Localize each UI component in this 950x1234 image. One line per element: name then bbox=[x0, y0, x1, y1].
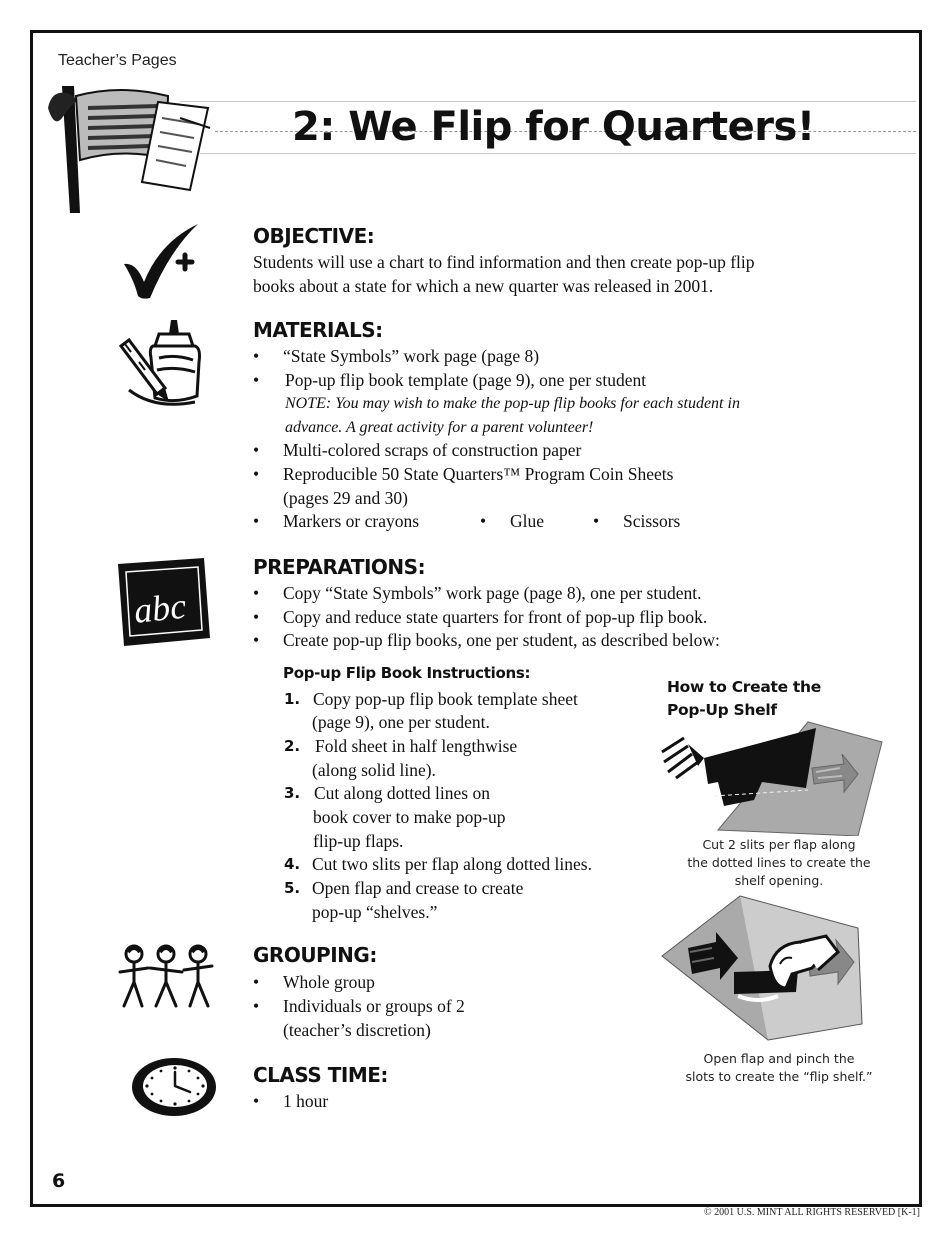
bullet: • bbox=[253, 440, 260, 460]
bullet: • bbox=[253, 630, 260, 650]
materials-note-line-1: NOTE: You may wish to make the pop-up flip books for each student in bbox=[285, 395, 740, 412]
instruction-step-1-line-2: (page 9), one per student. bbox=[312, 712, 490, 732]
bullet: • bbox=[480, 511, 487, 531]
clock-icon bbox=[128, 1054, 220, 1120]
bullet: • bbox=[253, 464, 260, 484]
bullet: • bbox=[593, 511, 600, 531]
bullet: • bbox=[253, 370, 260, 390]
sidebar-caption-1: Cut 2 slits per flap along the dotted lines to create the shelf opening. bbox=[687, 837, 871, 888]
grouping-item-2-continued: (teacher’s discretion) bbox=[283, 1020, 431, 1040]
objective-line-2: books about a state for which a new quarter was released in 2001. bbox=[253, 276, 714, 296]
checkmark-plus-icon bbox=[120, 222, 205, 302]
instruction-step-2-line-2: (along solid line). bbox=[312, 760, 436, 780]
preparations-heading: PREPARATIONS: bbox=[253, 555, 426, 579]
glue-crayon-icon bbox=[115, 318, 205, 408]
bullet: • bbox=[253, 583, 260, 603]
objective-line-1: Students will use a chart to find information and then create pop-up flip bbox=[253, 252, 755, 272]
objective-heading: OBJECTIVE: bbox=[253, 224, 375, 248]
sidebar-heading: How to Create the Pop-Up Shelf bbox=[667, 678, 821, 719]
popup-shelf-cut-illustration bbox=[658, 718, 888, 836]
page-number: 6 bbox=[52, 1170, 66, 1192]
class-time-heading: CLASS TIME: bbox=[253, 1063, 388, 1087]
grouping-heading: GROUPING: bbox=[253, 943, 377, 967]
bullet: • bbox=[253, 511, 260, 531]
flag-document-icon bbox=[40, 78, 220, 218]
bullet: • bbox=[253, 607, 260, 627]
instruction-step-3-line-3: flip-up flaps. bbox=[313, 831, 404, 851]
popup-shelf-pinch-illustration bbox=[658, 892, 888, 1044]
bullet: • bbox=[253, 346, 260, 366]
materials-item-4-continued: (pages 29 and 30) bbox=[283, 488, 408, 508]
materials-heading: MATERIALS: bbox=[253, 318, 383, 342]
bullet: • bbox=[253, 972, 260, 992]
header-rule-bottom bbox=[200, 153, 916, 154]
sidebar-caption-2: Open flap and pinch the slots to create the “flip shelf.” bbox=[685, 1051, 873, 1084]
instruction-step-5-line-2: pop-up “shelves.” bbox=[312, 902, 438, 922]
header-rule-top bbox=[180, 101, 916, 102]
chalkboard-abc-icon bbox=[112, 558, 212, 648]
section-label: Teacher’s Pages bbox=[58, 52, 177, 69]
materials-note-line-2: advance. A great activity for a parent volunteer! bbox=[285, 419, 594, 436]
page-title: 2: We Flip for Quarters! bbox=[292, 104, 815, 150]
bullet: • bbox=[253, 996, 260, 1016]
three-children-icon bbox=[116, 942, 216, 1012]
bullet: • bbox=[253, 1091, 260, 1111]
svg-text:abc: abc bbox=[132, 585, 188, 631]
instructions-heading: Pop-up Flip Book Instructions: bbox=[283, 664, 531, 682]
copyright-notice: © 2001 U.S. MINT ALL RIGHTS RESERVED [K-1] bbox=[704, 1207, 920, 1218]
instruction-step-3-line-2: book cover to make pop-up bbox=[313, 807, 506, 827]
